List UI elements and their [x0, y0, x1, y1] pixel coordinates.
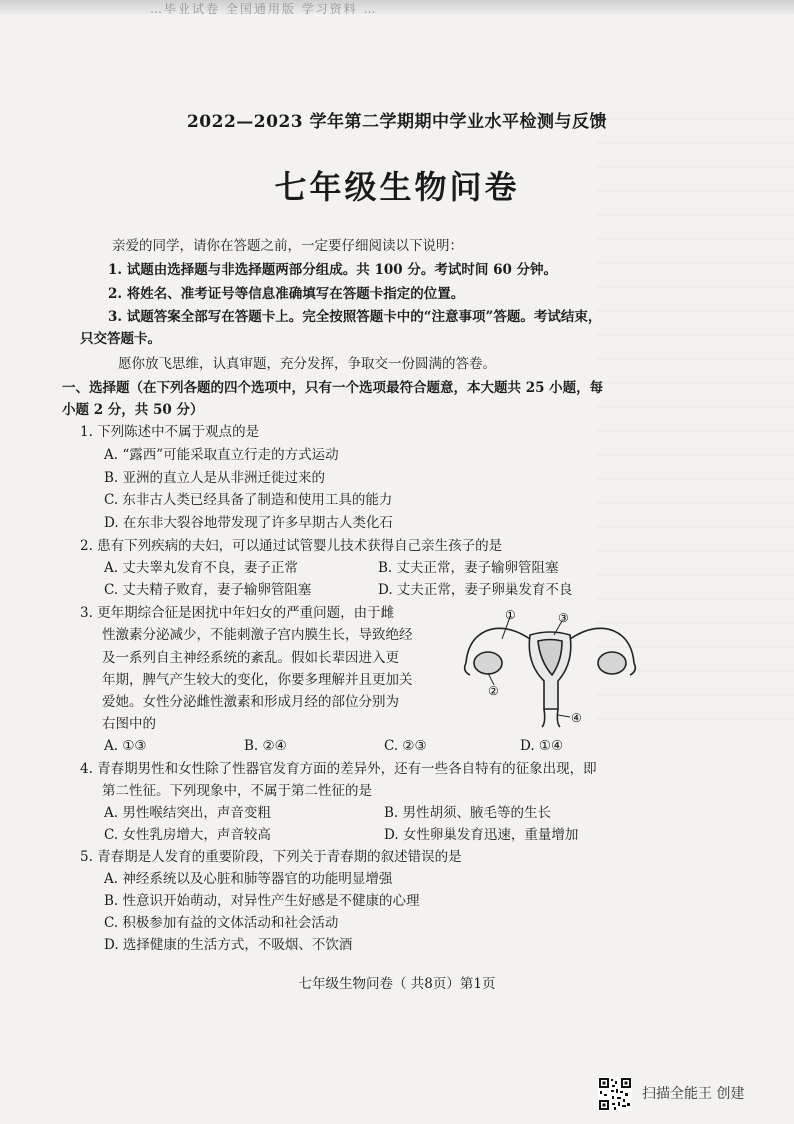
- left-fimbriae: [465, 663, 470, 675]
- instruction-item-1: 1. 试题由选择题与非选择题两部分组成。共 100 分。考试时间 60 分钟。: [108, 262, 558, 278]
- instruction-item-3: 3. 试题答案全部写在答题卡上。完全按照答题卡中的“注意事项”答题。考试结束，: [108, 309, 602, 325]
- q2-option-d: D. 丈夫正常，妻子卵巢发育不良: [378, 582, 573, 598]
- scanner-watermark: 扫描全能王 创建: [642, 1086, 745, 1102]
- q3-line-1: 3. 更年期综合征是困扰中年妇女的严重问题，由于雌: [80, 605, 395, 621]
- diagram-label-3: ③: [558, 611, 569, 625]
- q1-option-b: B. 亚洲的直立人是从非洲迁徙过来的: [104, 470, 326, 486]
- q1-option-d: D. 在东非大裂谷地带发现了许多早期古人类化石: [104, 515, 393, 531]
- q4-line-1: 4. 青春期男性和女性除了性器官发育方面的差异外，还有一些各自特有的征象出现，即: [80, 761, 597, 777]
- q3-line-4: 年期，脾气产生较大的变化，你要多理解并且更加关: [102, 672, 413, 688]
- diagram-label-2: ②: [488, 684, 499, 698]
- q4-line-2: 第二性征。下列现象中，不属于第二性征的是: [102, 783, 372, 799]
- q4-option-a: A. 男性喉结突出，声音变粗: [104, 805, 271, 821]
- diagram-label-1: ①: [505, 608, 516, 622]
- uterus-diagram: [458, 605, 643, 730]
- section-1-header: 一、选择题（在下列各题的四个选项中，只有一个选项最符合题意，本大题共 25 小题，每: [62, 380, 604, 396]
- instructions-wish: 愿你放飞思维，认真审题，充分发挥，争取交一份圆满的答卷。: [118, 356, 496, 372]
- q3-line-2: 性激素分泌减少，不能刺激子宫内膜生长，导致绝经: [102, 627, 413, 643]
- q1-stem: 1. 下列陈述中不属于观点的是: [80, 424, 260, 440]
- q5-option-c: C. 积极参加有益的文体活动和社会活动: [104, 915, 339, 931]
- q2-stem: 2. 患有下列疾病的夫妇，可以通过试管婴儿技术获得自己亲生孩子的是: [80, 538, 503, 554]
- q3-line-5: 爱她。女性分泌雌性激素和形成月经的部位分别为: [102, 694, 399, 710]
- scan-top-strip: [0, 0, 794, 14]
- q3-option-a: A. ①③: [104, 738, 147, 754]
- q4-option-c: C. 女性乳房增大，声音较高: [104, 827, 271, 843]
- q5-option-a: A. 神经系统以及心脏和肺等器官的功能明显增强: [104, 871, 393, 887]
- q5-option-b: B. 性意识开始萌动，对异性产生好感是不健康的心理: [104, 893, 420, 909]
- exam-subtitle: 2022—2023 学年第二学期期中学业水平检测与反馈: [186, 112, 608, 132]
- q3-line-3: 及一系列自主神经系统的紊乱。假如长辈因进入更: [102, 650, 399, 666]
- q1-option-a: A. “露西”可能采取直立行走的方式运动: [104, 447, 339, 463]
- leader-4: [558, 715, 570, 717]
- section-1-header-cont: 小题 2 分，共 50 分）: [62, 402, 204, 418]
- diagram-label-4: ④: [571, 711, 582, 725]
- q2-option-b: B. 丈夫正常，妻子输卵管阻塞: [378, 560, 559, 576]
- q3-option-b: B. ②④: [244, 738, 287, 754]
- q2-option-c: C. 丈夫精子败育，妻子输卵管阻塞: [104, 582, 312, 598]
- q3-option-d: D. ①④: [520, 738, 564, 754]
- top-strip-text: …毕业试卷 全国通用版 学习资料 …: [150, 2, 378, 16]
- q3-line-6: 右图中的: [102, 716, 156, 732]
- exam-title: 七年级生物问卷: [274, 168, 520, 206]
- q2-option-a: A. 丈夫睾丸发育不良，妻子正常: [104, 560, 298, 576]
- qr-code-icon: [598, 1077, 632, 1111]
- vagina-walls: [542, 709, 560, 727]
- instructions-greeting: 亲爱的同学，请你在答题之前，一定要仔细阅读以下说明：: [112, 238, 463, 254]
- left-ovary: [474, 652, 502, 674]
- q1-option-c: C. 东非古人类已经具备了制造和使用工具的能力: [104, 492, 393, 508]
- right-ovary: [598, 652, 626, 674]
- instruction-item-2: 2. 将姓名、准考证号等信息准确填写在答题卡指定的位置。: [108, 286, 465, 302]
- q5-option-d: D. 选择健康的生活方式，不吸烟、不饮酒: [104, 937, 353, 953]
- right-fimbriae: [630, 663, 635, 675]
- q5-stem: 5. 青春期是人发育的重要阶段，下列关于青春期的叙述错误的是: [80, 849, 462, 865]
- q4-option-d: D. 女性卵巢发育迅速，重量增加: [384, 827, 579, 843]
- page-footer: 七年级生物问卷（ 共8页）第1页: [298, 976, 496, 992]
- q3-option-c: C. ②③: [384, 738, 427, 754]
- instruction-item-3-cont: 只交答题卡。: [80, 331, 161, 347]
- q4-option-b: B. 男性胡须、腋毛等的生长: [384, 805, 552, 821]
